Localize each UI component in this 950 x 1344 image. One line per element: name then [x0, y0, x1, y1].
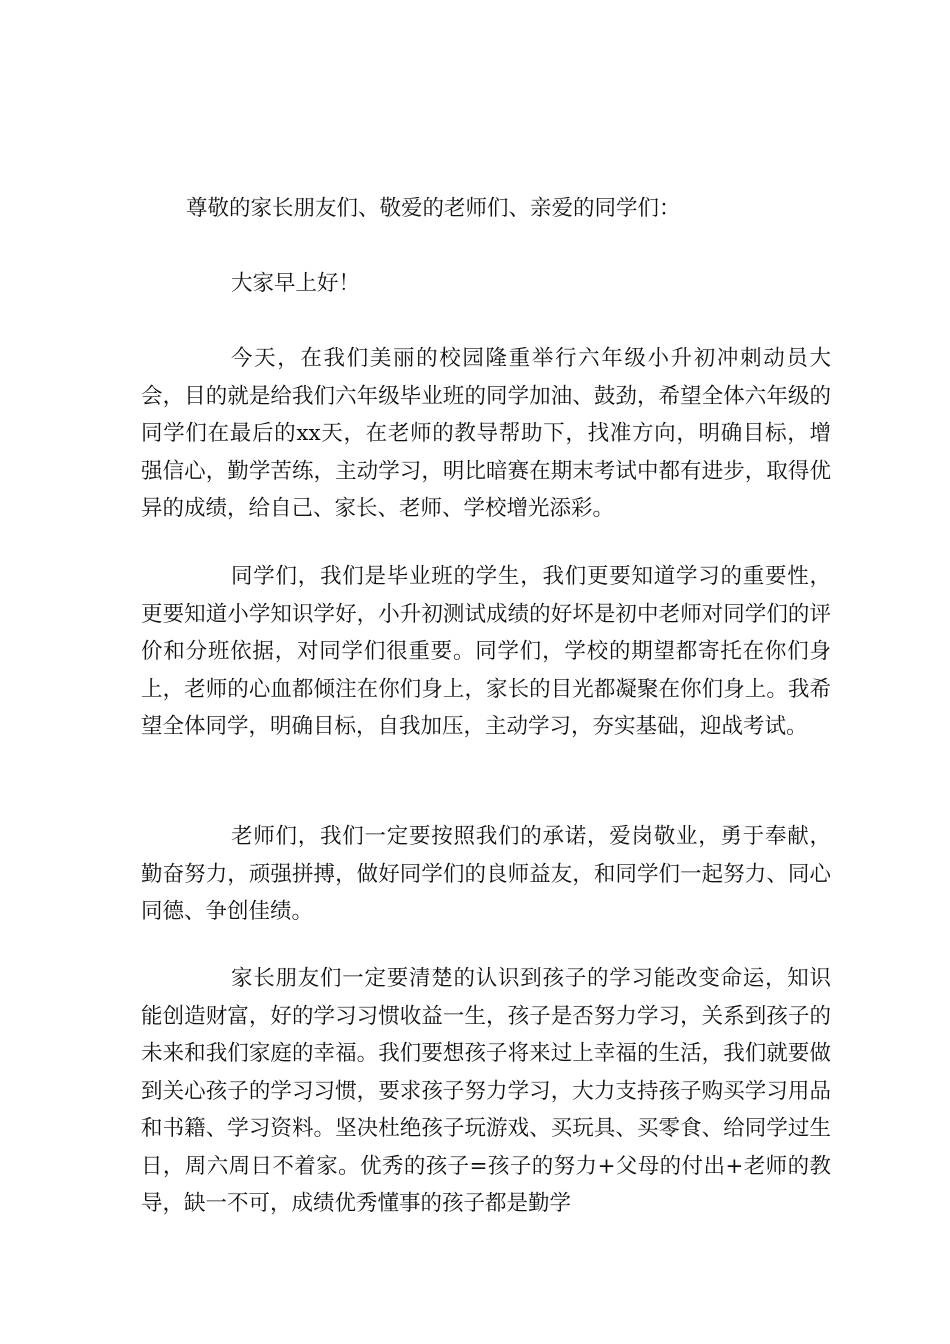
paragraph-2: 同学们，我们是毕业班的学生，我们更要知道学习的重要性，更要知道小学知识学好，小升初测试成绩的好坏是初中老师对同学们的评价和分班依据，对同学们很重要。同学们，学校的期望都寄托在你们身上，老师的心血都倾注在你们身上，家长的目光都凝聚在你们身上。我希望全体同学，明确目标，自我加压，主动学习，夯实基础，迎战考试。 — [141, 564, 831, 739]
paragraph-1: 今天，在我们美丽的校园隆重举行六年级小升初冲刺动员大会，目的就是给我们六年级毕业班的同学加油、鼓劲，希望全体六年级的同学们在最后的xx天，在老师的教导帮助下，找准方向，明确目标，增强信心，勤学苦练，主动学习，明比暗赛在期末考试中都有进步，取得优异的成绩，给自己、家长、老师、学校增光添彩。 — [141, 346, 831, 521]
paragraph-4: 家长朋友们一定要清楚的认识到孩子的学习能改变命运，知识能创造财富，好的学习习惯收益一生，孩子是否努力学习，关系到孩子的未来和我们家庭的幸福。我们要想孩子将来过上幸福的生活，我们就要做到关心孩子的学习习惯，要求孩子努力学习，大力支持孩子购买学习用品和书籍、学习资料。坚决杜绝孩子玩游戏、买玩具、买零食、给同学过生日，周六周日不着家。优秀的孩子=孩子的努力+父母的付出+老师的教导，缺一不可，成绩优秀懂事的孩子都是勤学 — [141, 966, 831, 1216]
greeting-line: 大家早上好！ — [231, 271, 361, 296]
paragraph-3: 老师们，我们一定要按照我们的承诺，爱岗敬业，勇于奉献，勤奋努力，顽强拼搏，做好同学们的良师益友，和同学们一起努力、同心同德、争创佳绩。 — [141, 824, 831, 924]
salutation-line: 尊敬的家长朋友们、敬爱的老师们、亲爱的同学们： — [186, 196, 681, 221]
